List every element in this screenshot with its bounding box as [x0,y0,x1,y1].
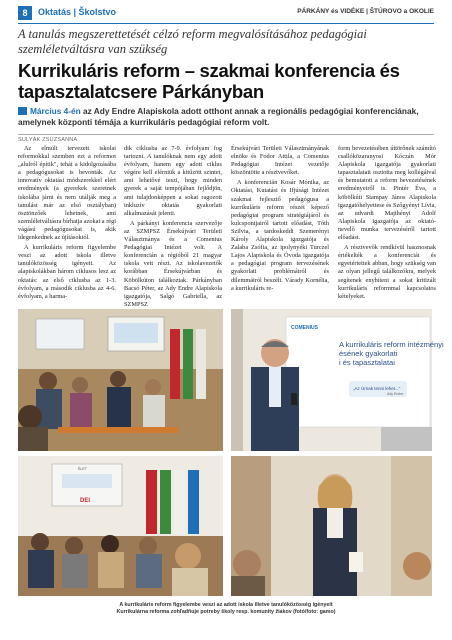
slide-quote-author: Ady Endre [387,392,404,396]
paragraph: A kurrikuláris reform figyelembe veszi az adott iskola illetve tanulóközösség igényeit. Az alapiskolákban három ciklusos lesz az oktatás: az első ciklusba az 1-3. évfolyam, a második ciklusba az 4-6. évfolyam, a harma- [18,244,116,300]
paragraph: Az elmúlt tervezett iskolai reformokkal szemben ezt a reformot „alulról építik", tehát a kidolgozásába a pedagógusokat is bevonták. Az innovatív oktatási módszerekkel elért eredmények (a gyerekek szeretnek iskolába járni és nem utálják meg a tanulást már az első osztályban) ösztönzőek lehetnek, ami szemléletváltásra bírhatja azokat a régi vágású pedagógusokat is, akik idegenkednek az újításoktól. [18,145,116,242]
photo-speaker [231,309,444,451]
body-column-2 [124,145,222,310]
photo-audience [18,309,223,451]
photo-audience-seated [18,456,223,596]
article-lead [18,106,438,128]
body-column-4 [338,145,436,305]
paragraph: A párkányi konferencia szervezője az SZMPSZ Érsekújvári Területi Választmánya és a Comenius Pedagógiai Intézet volt. A konferencián a régióból 21 magyar iskola vett részt. Az iskolavezetők korábban Érsekújvárban és Köbölkúton találkoztak. Párkányban Bacsó Péter, az Ady Endre Alapiskola igazgatója, Salgó Gabriella, az SZMPSZ [124,219,222,308]
page-header [18,6,434,20]
photo-woman-speaker [231,456,432,596]
header-divider [18,23,434,24]
lead-text: az Ady Endre Alapiskola adott otthont annak a regionális pedagógiai konferenciának, amelynek központi témája a kurrikuláris pedagógiai reform volt. [18,106,419,127]
article-headline: Kurrikuláris reform – szakmai konferencia és tapasztalatcsere Párkányban [18,60,400,102]
lead-divider [18,134,434,135]
photo-caption: A kurrikuláris reform figyelembe veszi az adott iskola illetve tanulóközösség igényeit Kurrikulárna reforma zohľadňuje potreby školy resp. komunity žiakov (fotó/foto: gamo) [116,602,336,615]
slide-title: A kurrikuláris reform intézményi ésének gyakorlati i és tapasztalatai [339,340,444,367]
article-author: SULYÁK ZSUZSANNA [18,137,78,143]
body-column-3 [231,145,329,305]
paragraph: A résztvevők rendkívül hasznosnak értékelték a konferenciát és egyetértettek abban, hogy szükség van az olyan jellegű találkozókra, melyek segítenek enyhíteni a sokat kritizált kurrikuláris reformmal kapcsolatos kételyeket. [338,244,436,300]
lead-marker-icon [18,107,27,115]
paragraph: dik ciklusba az 7-9. évfolyam fog tartozni. A tanulóknak nem egy adott évfolyam, hanem egy adott ciklus végére kell elérniük a kitűzött szintet, ami lehetővé teszi, hogy minden gyerek a saját tempójában fejlődjön, ami tulajdonképpen a sokat ragozott inkluzív oktatás gyakorlati alkalmazását jelenti. [124,145,222,217]
comenius-logo-text: COMENIUS [291,325,318,331]
paragraph: Érsekújvári Területi Választmányának elnöke és Fodor Attila, a Comenius Pedagógiai Intézet vezetője köszöntötte a résztvevőket. [231,145,329,177]
page-number: 8 [18,6,32,20]
slide-flag-text: DEI [80,498,91,504]
masthead: PÁRKÁNY és VIDÉKE | ŠTÚROVO a OKOLIE [297,8,434,15]
paragraph: form bevezetésében úttörőnek számító csallóközaranyosi Kóczán Mór Alapiskola igazgatója gyakorlati tapasztalatait osztotta meg kollégáival és bemutatott a reform bevezetésének eredményeiről is. Pintér Éva, a köbölkúti Stampay János Alapiskola igazgatóhelyettese és Szőgyényi Lívia, az udvardi Majthényi Adolf Alapiskola igazgatója az oktató-nevelő munka tervezéséről tartott előadást. [338,145,436,242]
lead-date: Március 4-én [30,106,81,116]
section-title: Oktatás | Školstvo [38,7,117,17]
slide-quote: „Az Úrnak tenni lehet..." [353,386,401,391]
paragraph: A konferencián Kosár Mónika, az Oktatási, Kutatási és Ifjúsági Intézet szakmai fejlesztő pedagógusa a kurrikuláris reform részét képező pedagógiai program stratégiájáról és kulcspontjairól tartott előadást, Tóth Szilvia, a tardoskeddi Szemerényi Károly Alapiskola igazgatója és Zalaba Zsófia, az ipolynyéki Turczel Lajos Alapiskola és Óvoda igazgatója a pedagógiai program tervezésének gyakorlati problémáiról és dilemmáiról beszélt. Várady Kornélia, a kurrikuláris re- [231,179,329,292]
article-kicker: A tanulás megszerettetését célzó reform megvalósításához pedagógiai szemléletváltásra van szükség [18,27,367,56]
slide-small-text: ÉLET [78,467,87,471]
